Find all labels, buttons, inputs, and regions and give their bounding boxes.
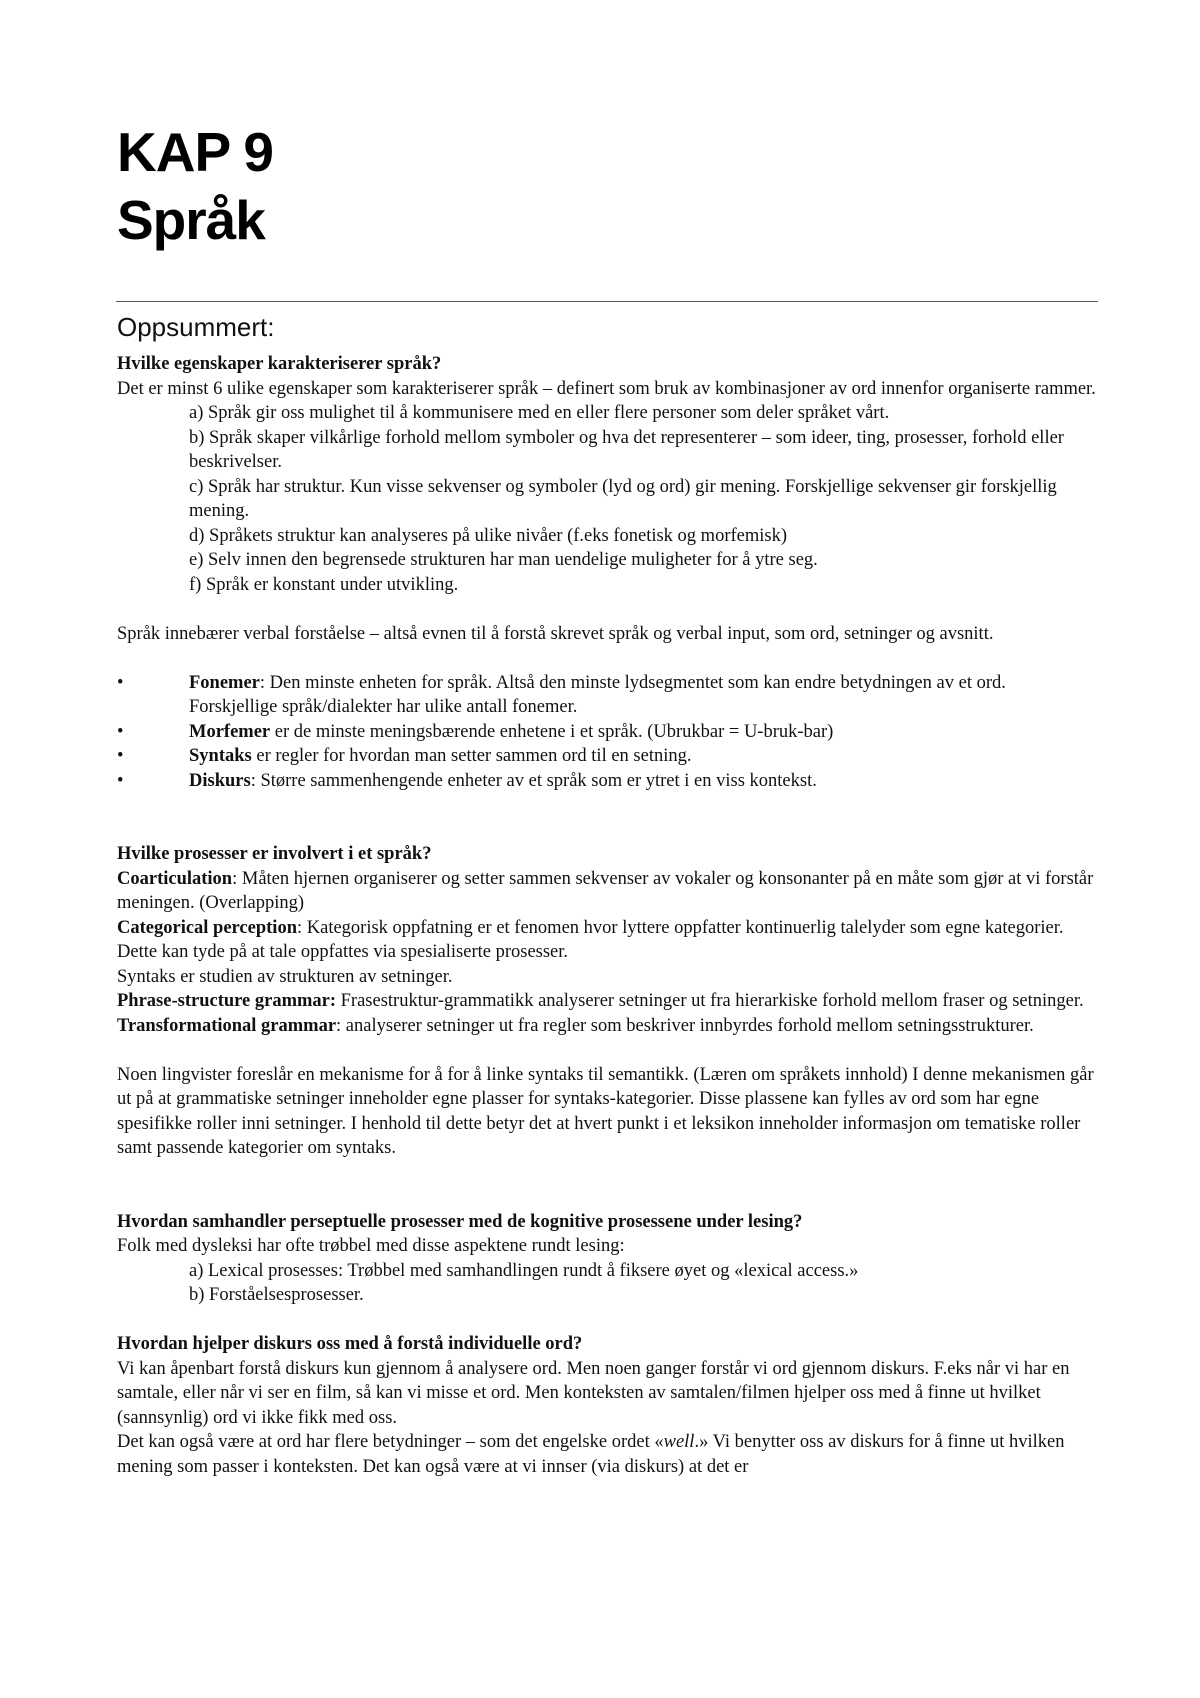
properties-intro: Det er minst 6 ulike egenskaper som karakteriserer språk – definert som bruk av kombinasjoner av ord innenfor organiserte rammer.	[117, 378, 1096, 399]
phrase-structure-paragraph	[117, 989, 1097, 1014]
bullet-icon: •	[117, 746, 124, 766]
reading-item: a) Lexical prosesses: Trøbbel med samhandlingen rundt å fiksere øyet og «lexical access.»	[189, 1260, 859, 1281]
bullet-item	[117, 744, 1097, 769]
bullet-term: Morfemer	[189, 721, 271, 742]
bullet-item	[117, 720, 1097, 745]
linguists-paragraph: Noen lingvister foreslår en mekanisme for å for å linke syntaks til semantikk. (Læren om språkets innhold) I denne mekanismen går ut på at grammatiske setninger inneholder egne plasser for syntaks-kategorier. Disse plassene kan fylles av ord som har egne spesifikke roller inni setninger. I henhold til dette betyr det at hvert punkt i et leksikon inneholder informasjon om tematiske roller samt passende kategorier om syntaks.	[117, 1064, 1094, 1158]
property-item: e) Selv innen den begrensede strukturen har man uendelige muligheter for å ytre seg.	[189, 550, 818, 570]
property-item: c) Språk har struktur. Kun visse sekvenser og symboler (lyd og ord) gir mening. Forskjellige sekvenser gir forskjellig mening.	[189, 476, 1057, 521]
heading-processes: Hvilke prosesser er involvert i et språk?	[117, 844, 432, 864]
bullet-item	[117, 671, 1097, 720]
categorical-perception-text: : Kategorisk oppfatning er et fenomen hvor lyttere oppfatter kontinuerlig talelyder som egne kategorier. Dette kan tyde på at tale oppfattes via spesialiserte prosesser.	[117, 917, 1064, 962]
bullet-term: Diskurs	[189, 770, 251, 791]
coarticulation-text: : Måten hjernen organiserer og setter sammen sekvenser av vokaler og konsonanter på en måte som gjør at vi forstår meningen. (Overlapping)	[117, 868, 1094, 913]
title-line-1: KAP 9	[117, 121, 273, 183]
property-item: b) Språk skaper vilkårlige forhold mellom symboler og hva det representerer – som ideer, ting, prosesser, forhold eller beskrivelser.	[189, 427, 1064, 472]
bullet-term: Fonemer	[189, 672, 260, 693]
transformational-term: Transformational grammar	[117, 1015, 337, 1036]
title-line-2: Språk	[117, 189, 265, 251]
bullet-icon: •	[117, 770, 124, 791]
coarticulation-term: Coarticulation	[117, 868, 233, 889]
heading-discourse: Hvordan hjelper diskurs oss med å forstå individuelle ord?	[117, 1334, 583, 1354]
horizontal-rule	[116, 301, 1098, 302]
phrase-structure-text: Frasestruktur-grammatikk analyserer setninger ut fra hierarkiske forhold mellom fraser og setninger.	[336, 991, 1084, 1011]
bullet-text: er de minste meningsbærende enhetene i et språk. (Ubrukbar = U-bruk-bar)	[270, 721, 834, 742]
bullet-item	[117, 769, 1097, 794]
discourse-text-b: .» Vi benytter oss av diskurs for å finne ut hvilken mening som passer i konteksten. Det kan også være at vi innser (via diskurs) at det er	[117, 1432, 1065, 1477]
categorical-perception-paragraph	[117, 916, 1097, 965]
transformational-text: : analyserer setninger ut fra regler som beskriver innbyrdes forhold mellom setningsstrukturer.	[336, 1015, 1034, 1036]
section-subtitle: Oppsummert:	[117, 312, 275, 342]
reading-intro: Folk med dysleksi har ofte trøbbel med disse aspektene rundt lesing:	[117, 1236, 625, 1256]
categorical-perception-term: Categorical perception	[117, 917, 297, 938]
bullet-text: : Den minste enheten for språk. Altså den minste lydsegmentet som kan endre betydningen av et ord. Forskjellige språk/dialekter har ulike antall fonemer.	[189, 672, 1006, 717]
page-title	[117, 118, 273, 254]
heading-properties: Hvilke egenskaper karakteriserer språk?	[117, 354, 442, 374]
discourse-text-a: Det kan også være at ord har flere betydninger – som det engelske ordet «	[117, 1432, 664, 1452]
bullet-term: Syntaks	[189, 746, 252, 766]
property-item: a) Språk gir oss mulighet til å kommunisere med en eller flere personer som deler språket vårt.	[189, 403, 890, 423]
property-item: d) Språkets struktur kan analyseres på ulike nivåer (f.eks fonetisk og morfemisk)	[189, 525, 787, 546]
bullet-text: : Større sammenhengende enheter av et språk som er ytret i en viss kontekst.	[250, 770, 817, 791]
discourse-emphasis: well	[663, 1432, 695, 1452]
bullet-text: er regler for hvordan man setter sammen ord til en setning.	[251, 746, 692, 766]
coarticulation-paragraph	[117, 867, 1097, 916]
syntax-line: Syntaks er studien av strukturen av setninger.	[117, 966, 453, 987]
phrase-structure-term: Phrase-structure grammar:	[117, 991, 337, 1011]
bullet-icon: •	[117, 672, 124, 693]
verbal-understanding-paragraph: Språk innebærer verbal forståelse – altså evnen til å forstå skrevet språk og verbal input, som ord, setninger og avsnitt.	[117, 623, 994, 644]
heading-reading: Hvordan samhandler perseptuelle prosesser med de kognitive prosessene under lesing?	[117, 1211, 803, 1232]
discourse-paragraph-2	[117, 1430, 1097, 1479]
discourse-paragraph-1: Vi kan åpenbart forstå diskurs kun gjennom å analysere ord. Men noen ganger forstår vi ord gjennom diskurs. F.eks når vi har en samtale, eller når vi ser en film, så kan vi misse et ord. Men konteksten av samtalen/filmen hjelper oss med å finne ut hvilket (sannsynlig) ord vi ikke fikk med oss.	[117, 1358, 1070, 1428]
property-item: f) Språk er konstant under utvikling.	[189, 574, 459, 595]
bullet-icon: •	[117, 721, 124, 742]
reading-item: b) Forståelsesprosesser.	[189, 1285, 364, 1305]
document-body	[117, 352, 1097, 1479]
transformational-paragraph	[117, 1014, 1097, 1039]
